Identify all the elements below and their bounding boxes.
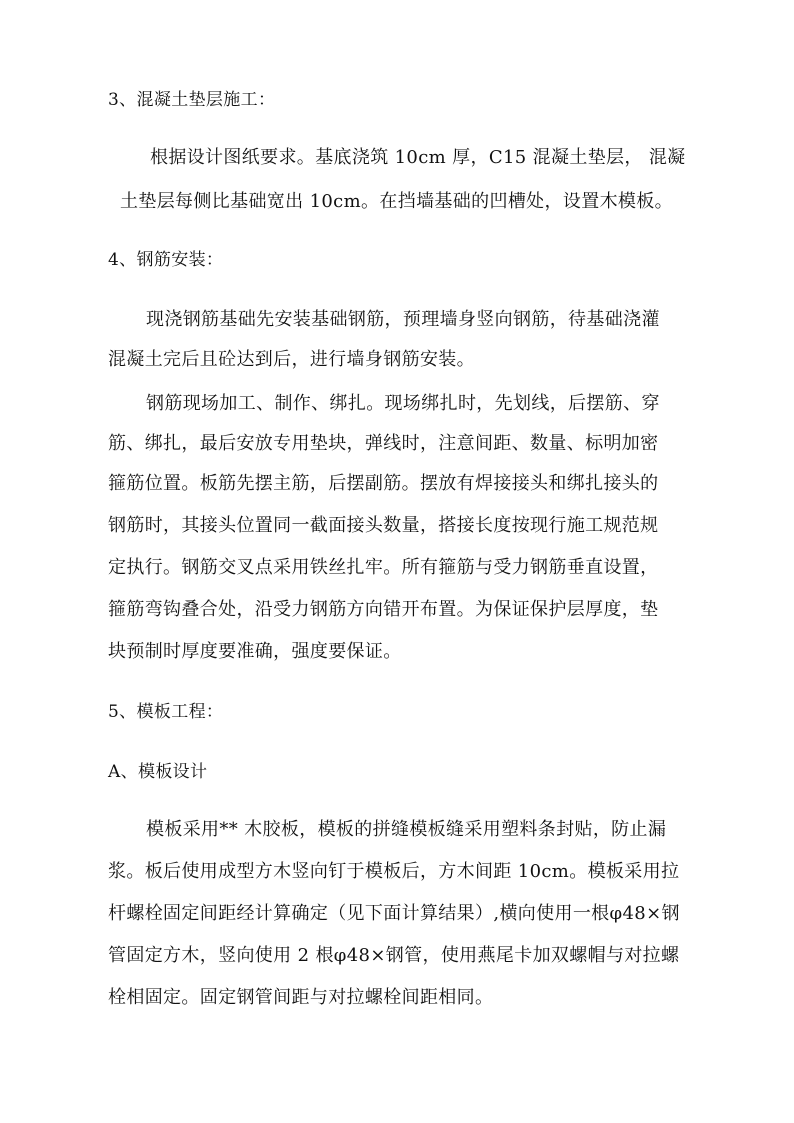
section-4-heading: 4、钢筋安装： xyxy=(108,250,224,270)
paragraph-line: 混凝土完后且砼达到后，进行墙身钢筋安装。 xyxy=(108,349,475,370)
paragraph-line: 箍筋弯钩叠合处，沿受力钢筋方向错开布置。为保证保护层厚度，垫 xyxy=(108,599,659,620)
paragraph-line: 钢筋现场加工、制作、绑扎。现场绑扎时，先划线，后摆筋、穿 xyxy=(146,393,660,414)
paragraph-line: 现浇钢筋基础先安装基础钢筋，预理墙身竖向钢筋，待基础浇灌 xyxy=(146,309,660,330)
paragraph-line: 根据设计图纸要求。基底浇筑 10cm 厚，C15 混凝土垫层， 混凝 xyxy=(150,147,686,168)
section-3-heading: 3、混凝土垫层施工： xyxy=(108,90,276,110)
paragraph-line: 钢筋时，其接头位置同一截面接头数量，搭接长度按现行施工规范规 xyxy=(108,515,659,536)
paragraph-line: 栓相固定。固定钢管间距与对拉螺栓间距相同。 xyxy=(108,987,494,1008)
paragraph-line: 管固定方木，竖向使用 2 根φ48×钢管，使用燕尾卡加双螺帽与对拉螺 xyxy=(108,945,680,966)
section-5a-heading: A、模板设计 xyxy=(108,762,208,782)
paragraph-line: 箍筋位置。板筋先摆主筋，后摆副筋。摆放有焊接接头和绑扎接头的 xyxy=(108,473,659,494)
section-5-heading: 5、模板工程： xyxy=(108,702,224,722)
paragraph-line: 杆螺栓固定间距经计算确定（见下面计算结果）,横向使用一根φ48×钢 xyxy=(108,903,680,924)
paragraph-line: 块预制时厚度要准确，强度要保证。 xyxy=(108,641,402,662)
paragraph-line: 浆。板后使用成型方木竖向钉于模板后，方木间距 10cm。模板采用拉 xyxy=(108,861,680,882)
paragraph-line: 土垫层每侧比基础宽出 10cm。在挡墙基础的凹槽处，设置木模板。 xyxy=(120,191,673,212)
paragraph-line: 模板采用** 木胶板，模板的拼缝模板缝采用塑料条封贴，防止漏 xyxy=(146,819,667,840)
paragraph-line: 筋、绑扎，最后安放专用垫块，弹线时，注意间距、数量、标明加密 xyxy=(108,433,659,454)
paragraph-line: 定执行。钢筋交叉点采用铁丝扎牢。所有箍筋与受力钢筋垂直设置， xyxy=(108,557,659,578)
